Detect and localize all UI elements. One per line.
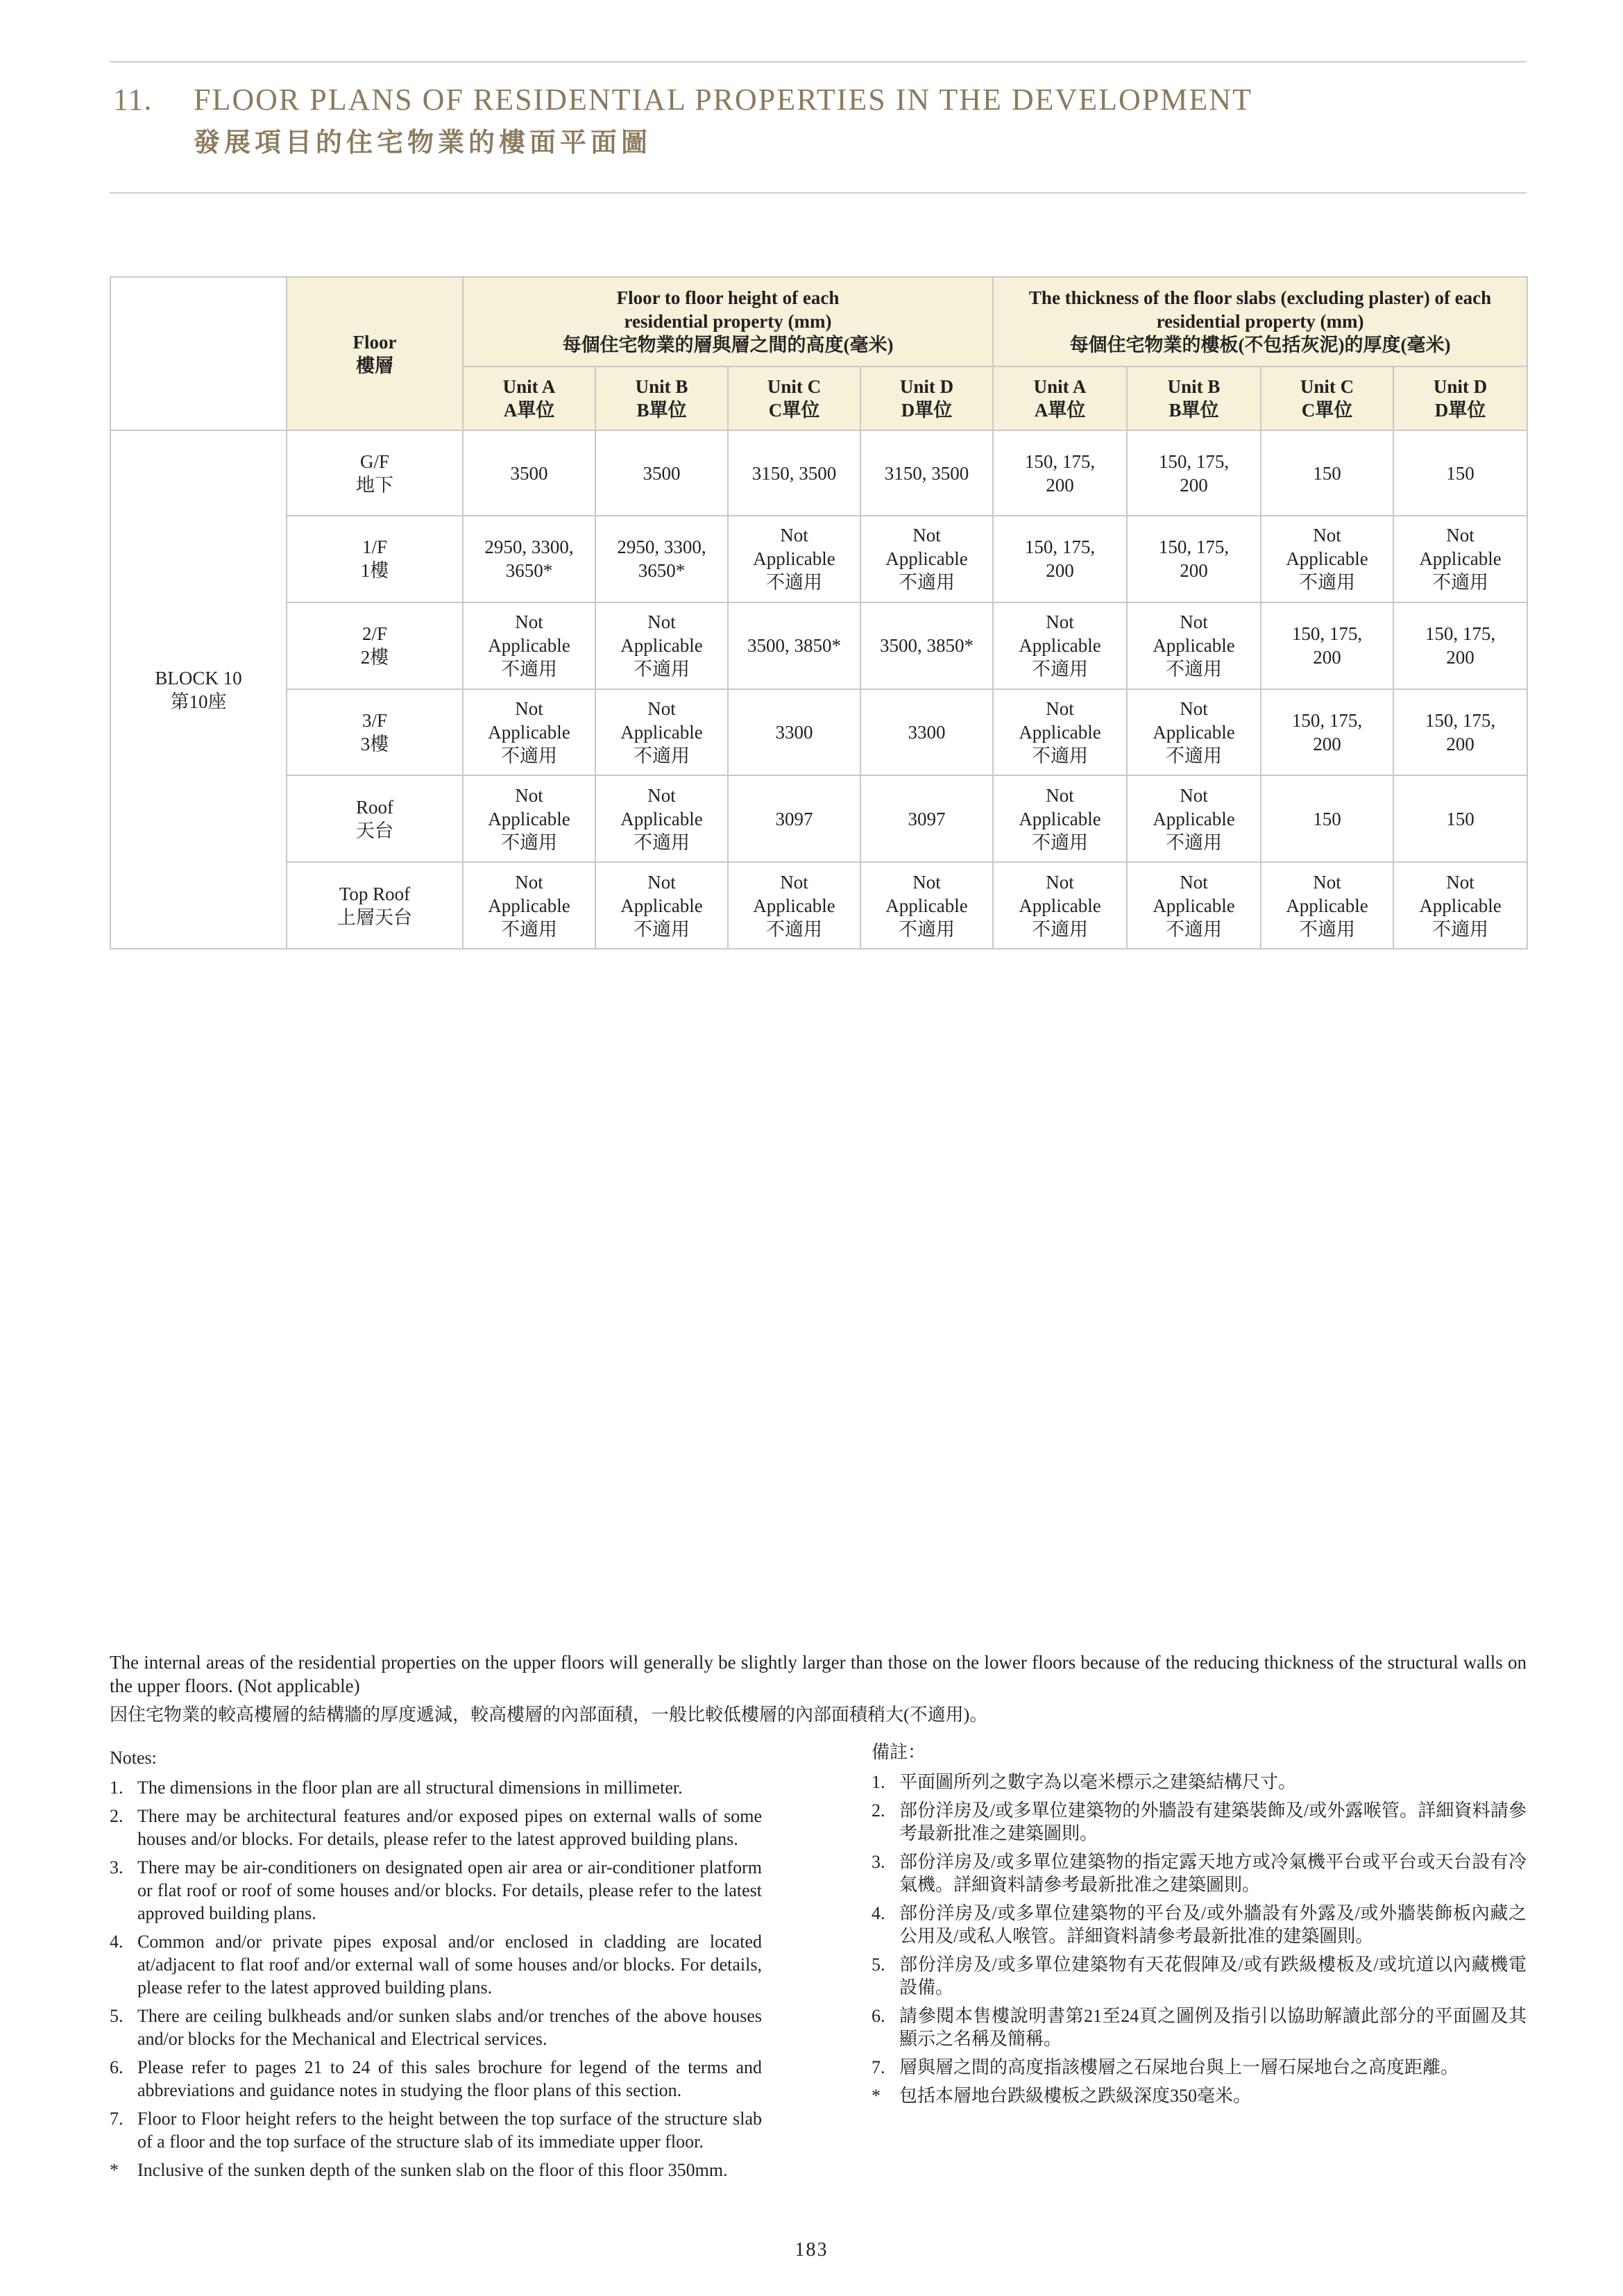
notes-en bbox=[110, 1746, 762, 2187]
table-cell: 150 bbox=[1261, 775, 1393, 862]
table-cell: 3300 bbox=[860, 689, 993, 776]
table-cell: Not Applicable 不適用 bbox=[463, 602, 595, 689]
table-cell: Not Applicable 不適用 bbox=[993, 862, 1127, 949]
note-number: 3. bbox=[110, 1857, 124, 1877]
table-cell: 150, 175, 200 bbox=[1393, 602, 1527, 689]
table-cell: Not Applicable 不適用 bbox=[1393, 516, 1527, 602]
note-number: 2. bbox=[110, 1806, 124, 1826]
note-text: 部份洋房及/或多單位建築物的外牆設有建築裝飾及/或外露喉管。詳細資料請參考最新批准之建築圖則。 bbox=[899, 1800, 1527, 1843]
floor-label: Roof 天台 bbox=[287, 775, 463, 862]
note-text: 層與層之間的高度指該樓層之石屎地台與上一層石屎地台之高度距離。 bbox=[899, 2057, 1459, 2077]
note-text: 包括本層地台跌級樓板之跌級深度350毫米。 bbox=[899, 2086, 1252, 2106]
note-item bbox=[872, 1953, 1527, 1999]
note-item bbox=[872, 1771, 1527, 1793]
table-row bbox=[110, 689, 1527, 776]
table-cell: Not Applicable 不適用 bbox=[728, 516, 860, 602]
block-label: BLOCK 10 第10座 bbox=[110, 430, 287, 949]
note-text: 平面圖所列之數字為以毫米標示之建築結構尺寸。 bbox=[899, 1772, 1297, 1792]
notes-zh-title: 備註： bbox=[872, 1742, 926, 1762]
height-unit-header: Unit B B單位 bbox=[595, 366, 728, 431]
note-item bbox=[110, 1776, 762, 1799]
table-cell: Not Applicable 不適用 bbox=[1127, 602, 1261, 689]
table-cell: 3500 bbox=[463, 430, 595, 516]
table-cell: 3097 bbox=[860, 775, 993, 862]
table-cell: Not Applicable 不適用 bbox=[1127, 689, 1261, 776]
note-item bbox=[110, 2056, 762, 2102]
note-item bbox=[110, 1856, 762, 1925]
note-item bbox=[110, 1805, 762, 1850]
table-cell: Not Applicable 不適用 bbox=[1261, 862, 1393, 949]
table-cell: 150, 175, 200 bbox=[1261, 602, 1393, 689]
table-cell: Not Applicable 不適用 bbox=[463, 775, 595, 862]
note-number: 1. bbox=[110, 1778, 124, 1798]
floor-to-floor-height-header: Floor to floor height of each residential property (mm) 每個住宅物業的層與層之間的高度(毫米) bbox=[463, 277, 993, 366]
floor-label: 1/F 1樓 bbox=[287, 516, 463, 602]
thickness-unit-header: Unit B B單位 bbox=[1127, 366, 1261, 431]
table-cell: Not Applicable 不適用 bbox=[595, 775, 728, 862]
note-number: 7. bbox=[110, 2109, 124, 2129]
floor-slab-thickness-header: The thickness of the floor slabs (excluding plaster) of each residential property (mm) 每個住宅物業的樓板(不包括灰泥)的厚度(毫米) bbox=[993, 277, 1527, 366]
note-number: 6. bbox=[872, 2006, 885, 2026]
table-cell: Not Applicable 不適用 bbox=[1127, 862, 1261, 949]
note-number: 2. bbox=[872, 1800, 885, 1821]
internal-area-paragraph bbox=[110, 1651, 1527, 1727]
notes-zh bbox=[872, 1741, 1527, 2113]
note-text: 請參閱本售樓說明書第21至24頁之圖例及指引以協助解讀此部分的平面圖及其顯示之名稱及簡稱。 bbox=[899, 2006, 1527, 2049]
table-cell: Not Applicable 不適用 bbox=[595, 602, 728, 689]
thickness-unit-header: Unit C C單位 bbox=[1261, 366, 1393, 431]
note-number: 1. bbox=[872, 1772, 885, 1792]
table-cell: 3500 bbox=[595, 430, 728, 516]
notes-en-list bbox=[110, 1776, 762, 2181]
note-number: 6. bbox=[110, 2057, 124, 2077]
height-unit-header: Unit D D單位 bbox=[860, 366, 993, 431]
table-cell: Not Applicable 不適用 bbox=[860, 516, 993, 602]
height-unit-header: Unit A A單位 bbox=[463, 366, 595, 431]
table-cell: Not Applicable 不適用 bbox=[993, 602, 1127, 689]
note-item bbox=[872, 2056, 1527, 2079]
table-cell: 3097 bbox=[728, 775, 860, 862]
table-corner-cell bbox=[110, 277, 287, 430]
table-cell: 150, 175, 200 bbox=[993, 430, 1127, 516]
table-cell: Not Applicable 不適用 bbox=[1393, 862, 1527, 949]
table-cell: 150, 175, 200 bbox=[1261, 689, 1393, 776]
table-cell: 3300 bbox=[728, 689, 860, 776]
floor-label: G/F 地下 bbox=[287, 430, 463, 516]
floor-label: 2/F 2樓 bbox=[287, 602, 463, 689]
table-cell: 150, 175, 200 bbox=[1393, 689, 1527, 776]
top-rule bbox=[110, 61, 1527, 62]
note-text: Common and/or private pipes exposal and/or enclosed in cladding are located at/adjacent to flat roof and/or external wall of some houses and/or blocks. For details, please refer to the latest approved building plans. bbox=[137, 1932, 762, 1998]
table-cell: Not Applicable 不適用 bbox=[595, 689, 728, 776]
note-text: The dimensions in the floor plan are all structural dimensions in millimeter. bbox=[137, 1778, 683, 1798]
table-cell: 150 bbox=[1393, 430, 1527, 516]
title-rule bbox=[110, 192, 1527, 194]
note-item bbox=[872, 1902, 1527, 1948]
section-title-zh: 發展項目的住宅物業的樓面平面圖 bbox=[194, 128, 652, 158]
note-number: 5. bbox=[872, 1955, 885, 1975]
table-cell: 2950, 3300, 3650* bbox=[463, 516, 595, 602]
note-text: There are ceiling bulkheads and/or sunken slabs and/or trenches of the above houses and/or blocks for the Mechanical and Electrical services. bbox=[137, 2006, 762, 2049]
table-cell: Not Applicable 不適用 bbox=[463, 689, 595, 776]
section-number: 11. bbox=[113, 83, 153, 117]
floor-height-table bbox=[110, 276, 1528, 949]
table-row bbox=[110, 516, 1527, 602]
note-item bbox=[110, 2004, 762, 2050]
table-cell: 150 bbox=[1261, 430, 1393, 516]
table-row bbox=[110, 430, 1527, 516]
floor-label: 3/F 3樓 bbox=[287, 689, 463, 776]
table-cell: 150, 175, 200 bbox=[993, 516, 1127, 602]
note-number: 4. bbox=[872, 1903, 885, 1923]
floor-header: Floor 樓層 bbox=[287, 277, 463, 430]
thickness-unit-header: Unit D D單位 bbox=[1393, 366, 1527, 431]
note-text: 部份洋房及/或多單位建築物有天花假陣及/或有跌級樓板及/或坑道以內藏機電設備。 bbox=[899, 1955, 1527, 1998]
section-title-en: FLOOR PLANS OF RESIDENTIAL PROPERTIES IN THE DEVELOPMENT bbox=[194, 83, 1252, 117]
table-cell: 3500, 3850* bbox=[728, 602, 860, 689]
notes-zh-list bbox=[872, 1771, 1527, 2107]
note-item bbox=[872, 2004, 1527, 2050]
table-cell: Not Applicable 不適用 bbox=[1127, 775, 1261, 862]
table-row bbox=[110, 602, 1527, 689]
table-cell: Not Applicable 不適用 bbox=[993, 775, 1127, 862]
note-item bbox=[110, 2107, 762, 2153]
note-item bbox=[872, 1850, 1527, 1896]
note-number: * bbox=[110, 2160, 119, 2180]
table-cell: 2950, 3300, 3650* bbox=[595, 516, 728, 602]
note-item bbox=[872, 2084, 1527, 2107]
note-number: 3. bbox=[872, 1852, 885, 1872]
table-cell: 3150, 3500 bbox=[860, 430, 993, 516]
table-cell: 150 bbox=[1393, 775, 1527, 862]
floor-label: Top Roof 上層天台 bbox=[287, 862, 463, 949]
note-number: 5. bbox=[110, 2006, 124, 2026]
table-cell: Not Applicable 不適用 bbox=[860, 862, 993, 949]
note-number: 4. bbox=[110, 1932, 124, 1952]
note-number: 7. bbox=[872, 2057, 885, 2077]
note-text: Please refer to pages 21 to 24 of this sales brochure for legend of the terms and abbreviations and guidance notes in studying the floor plans of this section. bbox=[137, 2057, 762, 2100]
note-text: There may be architectural features and/or exposed pipes on external walls of some houses and/or blocks. For details, please refer to the latest approved building plans. bbox=[137, 1806, 762, 1849]
note-item bbox=[110, 1930, 762, 1999]
table-cell: 3150, 3500 bbox=[728, 430, 860, 516]
note-number: * bbox=[872, 2086, 881, 2106]
note-text: There may be air-conditioners on designated open air area or air-conditioner platform or flat roof or roof of some houses and/or blocks. For details, please refer to the latest approved building plans. bbox=[137, 1857, 762, 1923]
table-row bbox=[110, 862, 1527, 949]
notes-en-title: Notes: bbox=[110, 1748, 157, 1768]
note-text: Floor to Floor height refers to the height between the top surface of the structure slab of a floor and the top surface of the structure slab of its immediate upper floor. bbox=[137, 2109, 762, 2152]
height-unit-header: Unit C C單位 bbox=[728, 366, 860, 431]
table-cell: Not Applicable 不適用 bbox=[728, 862, 860, 949]
table-cell: Not Applicable 不適用 bbox=[595, 862, 728, 949]
note-text: 部份洋房及/或多單位建築物的平台及/或外牆設有外露及/或外牆裝飾板內藏之公用及/或私人喉管。詳細資料請參考最新批准的建築圖則。 bbox=[899, 1903, 1527, 1946]
table-cell: 150, 175, 200 bbox=[1127, 516, 1261, 602]
note-item bbox=[110, 2159, 762, 2181]
paragraph-en: The internal areas of the residential properties on the upper floors will generally be slightly larger than those on the lower floors because of the reducing thickness of the structural walls on the upper floors. (Not applicable) bbox=[110, 1652, 1527, 1696]
table-cell: 3500, 3850* bbox=[860, 602, 993, 689]
note-text: 部份洋房及/或多單位建築物的指定露天地方或冷氣機平台或平台或天台設有冷氣機。詳細資料請參考最新批准之建築圖則。 bbox=[899, 1852, 1527, 1895]
thickness-unit-header: Unit A A單位 bbox=[993, 366, 1127, 431]
note-item bbox=[872, 1799, 1527, 1845]
table-cell: Not Applicable 不適用 bbox=[1261, 516, 1393, 602]
table-cell: Not Applicable 不適用 bbox=[993, 689, 1127, 776]
page-number: 183 bbox=[794, 2239, 829, 2261]
note-text: Inclusive of the sunken depth of the sunken slab on the floor of this floor 350mm. bbox=[137, 2160, 728, 2180]
table-cell: Not Applicable 不適用 bbox=[463, 862, 595, 949]
table-cell: 150, 175, 200 bbox=[1127, 430, 1261, 516]
paragraph-zh: 因住宅物業的較高樓層的結構牆的厚度遞減，較高樓層的內部面積，一般比較低樓層的內部面積稍大(不適用)。 bbox=[110, 1705, 988, 1725]
table-row bbox=[110, 775, 1527, 862]
